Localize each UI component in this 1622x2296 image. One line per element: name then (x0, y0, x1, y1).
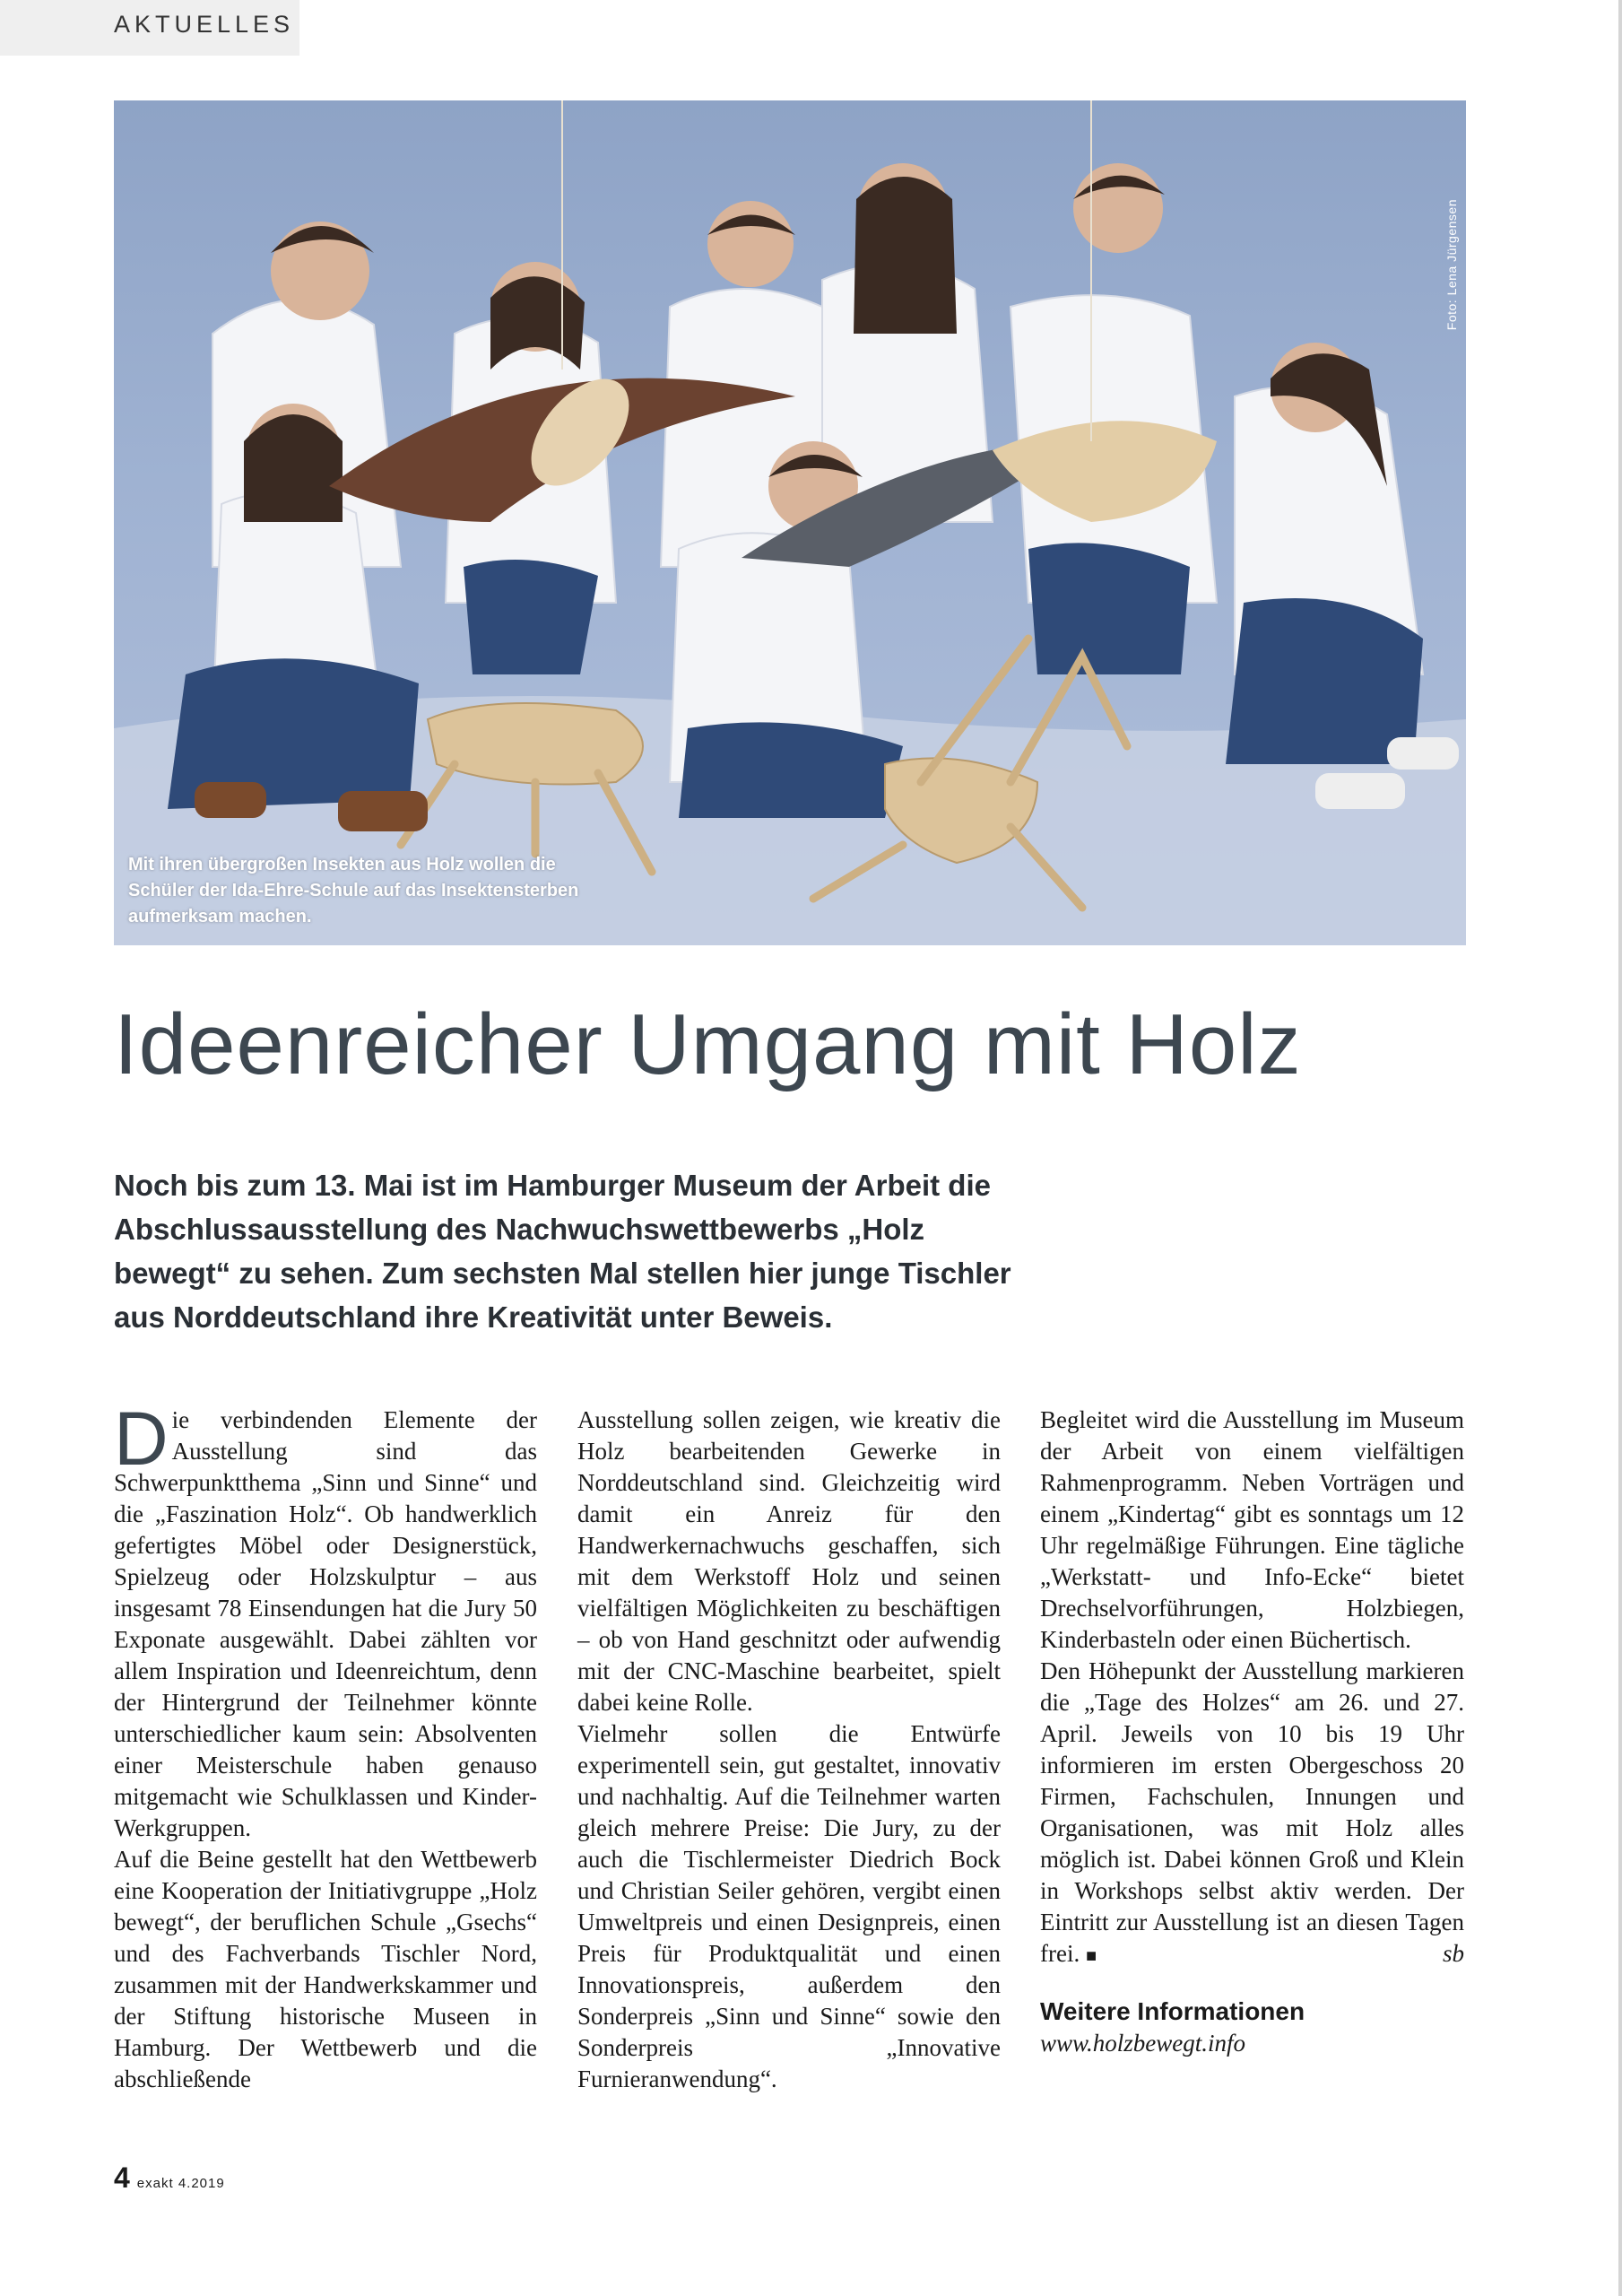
author-initials: sb (1442, 1940, 1464, 1967)
body-column-3 (1040, 1405, 1464, 2059)
photo-credit: Foto: Lena Jürgensen (1444, 199, 1459, 331)
end-mark-icon: ■ (1085, 1946, 1097, 1966)
article-lead: Noch bis zum 13. Mai ist im Hamburger Museum der Arbeit die Abschlussausstellung des Nachwuchswettbewerbs „Holz bewegt“ zu sehen. Zum sechsten Mal stellen hier junge Tischler aus Norddeutschland ihre Kreativität unter Beweis. (114, 1169, 1011, 1334)
page-number: 4 (114, 2161, 130, 2194)
magazine-issue: exakt 4.2019 (136, 2176, 225, 2191)
body-paragraph: Begleitet wird die Ausstellung im Museum der Arbeit von einem vielfältigen Rahmenprogramm. Neben Vorträgen und einem „Kindertag“ gibt es sonntags um 12 Uhr regelmäßige Führungen. Eine tägliche „Werkstatt- und Info-Ecke“ bietet Drechselvorführungen, Holzbiegen, Kinderbasteln oder einen Büchertisch. (1040, 1406, 1464, 1653)
page-footer (114, 2161, 225, 2195)
drop-cap: D (114, 1396, 169, 1481)
more-info-link[interactable]: www.holzbewegt.info (1040, 2030, 1246, 2057)
photo-illustration (114, 100, 1466, 945)
body-paragraph: Auf die Beine gestellt hat den Wettbewerb eine Kooperation der Initiativgruppe „Holz bewegt“, der beruflichen Schule „Gsechs“ und des Fachverbands Tischler Nord, zusammen mit der Handwerkskammer und der Stiftung historische Museen in Hamburg. Der Wettbewerb und die abschließende (114, 1846, 537, 2092)
body-paragraph: Vielmehr sollen die Entwürfe experimentell sein, gut gestaltet, innovativ und nachhaltig. Auf die Teilnehmer warten gleich mehrere Preise: Die Jury, zu der auch die Tischlermeister Diedrich Bock und Christian Seiler gehören, vergibt einen Umweltpreis und einen Designpreis, einen Preis für Produktqualität und einen Innovationspreis, außerdem den Sonderpreis „Sinn und Sinne“ sowie den Sonderpreis „Innovative Furnieranwendung“. (577, 1720, 1001, 2092)
body-text: Den Höhepunkt der Ausstellung markieren die „Tage des Holzes“ am 26. und 27. April. Jeweils von 10 bis 19 Uhr informieren im ersten Obergeschoss 20 Firmen, Fachschulen, Innungen und Organisationen, was mit Holz alles möglich ist. Dabei können Groß und Klein in Workshops selbst aktiv werden. Der Eintritt zur Ausstellung ist an diesen Tagen frei. (1040, 1657, 1464, 1967)
body-paragraph: Ausstellung sollen zeigen, wie kreativ die Holz bearbeitenden Gewerke in Norddeutschland sind. Gleichzeitig wird damit ein Anreiz für den Handwerkernachwuchs geschaffen, sich mit dem Werkstoff Holz und seinen vielfältigen Möglichkeiten zu beschäftigen – ob von Hand geschnitzt oder aufwendig mit der CNC-Maschine bearbeitet, spielt dabei keine Rolle. (577, 1406, 1001, 1716)
page-edge (1618, 0, 1622, 2296)
body-column-1 (114, 1396, 537, 2095)
body-column-2 (577, 1405, 1001, 2095)
article-headline: Ideenreicher Umgang mit Holz (114, 996, 1302, 1092)
more-info-title: Weitere Informationen (1040, 1997, 1305, 2025)
section-label: AKTUELLES (114, 11, 295, 38)
photo-caption: Mit ihren übergroßen Insekten aus Holz wollen die Schüler der Ida-Ehre-Schule auf das Insektensterben aufmerksam machen. (128, 855, 579, 926)
section-label-tab (0, 0, 299, 56)
body-paragraph (1040, 1656, 1464, 1972)
article-photo (114, 100, 1466, 945)
body-text: ie verbindenden Elemente der Ausstellung sind das Schwerpunktthema „Sinn und Sinne“ und die „Faszination Holz“. Ob handwerklich gefertigtes Möbel oder Designerstück, Spielzeug oder Holzskulptur – aus insgesamt 78 Einsendungen hat die Jury 50 Exponate ausgewählt. Dabei zählten vor allem Inspiration und Ideenreichtum, denn der Hintergrund der Teilnehmer könnte unterschiedlicher kaum sein: Absolventen einer Meisterschule haben genauso mitgemacht wie Schulklassen und Kinder-Werkgruppen. (114, 1406, 537, 1841)
body-paragraph (114, 1396, 537, 1844)
